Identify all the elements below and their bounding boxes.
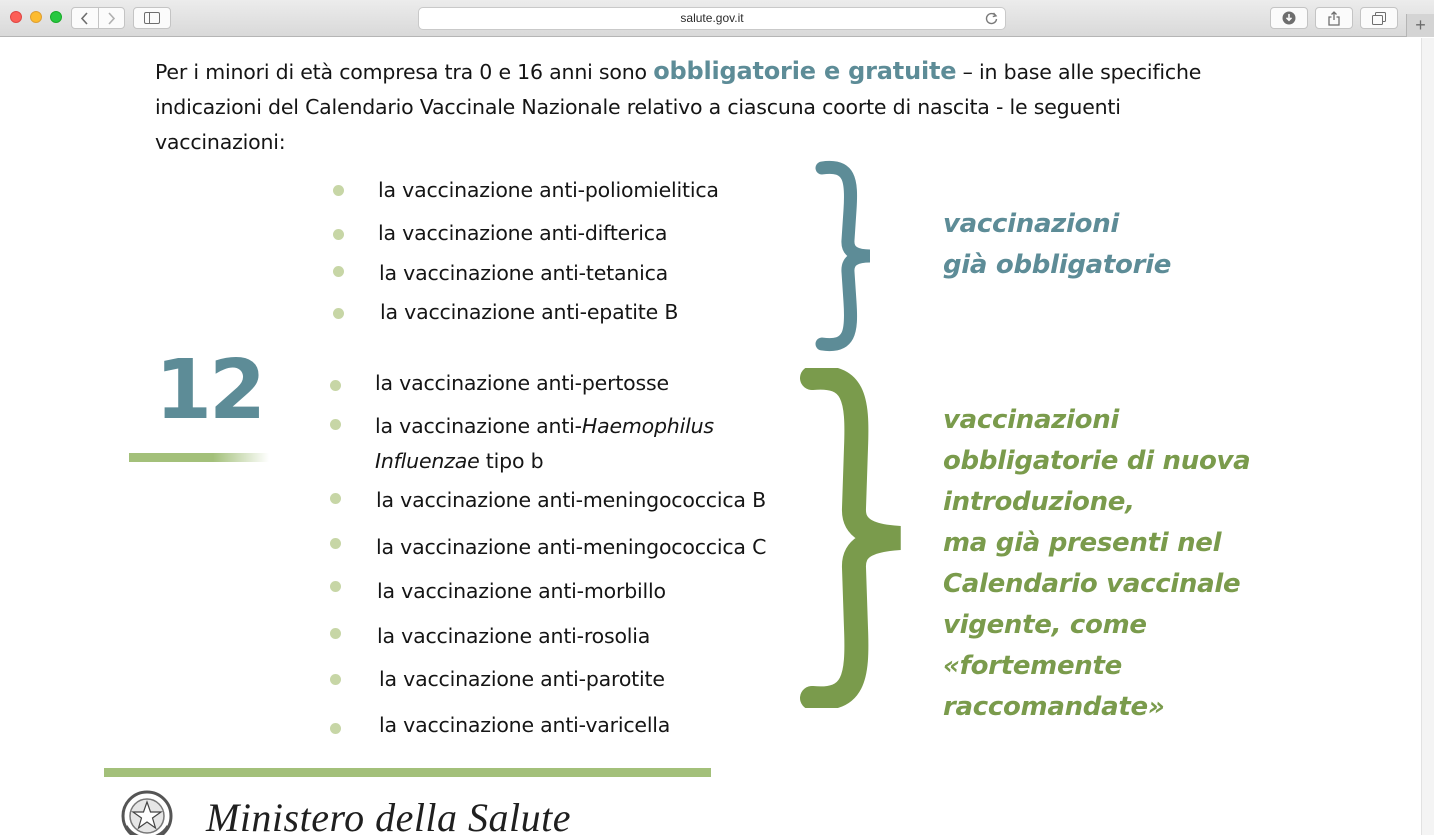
list-item: la vaccinazione anti-parotite [379,667,665,691]
bullet-icon [330,723,341,734]
address-url: salute.gov.it [680,11,744,25]
new-label-line: introduzione, [943,487,1135,517]
new-label-line: «fortemente [943,651,1122,681]
haemophilus-species: Influenzae [375,449,480,473]
bullet-icon [333,266,344,277]
intro-text-before: Per i minori di età compresa tra 0 e 16 anni sono [155,60,654,84]
page-content [0,38,1421,835]
haemophilus-prefix: la vaccinazione anti- [375,414,582,438]
new-label-line: obbligatorie di nuova [943,446,1251,476]
bullet-icon [333,308,344,319]
new-label-line: vaccinazioni [943,405,1120,435]
reload-icon[interactable] [984,11,999,26]
vaccination-list [0,38,860,798]
ministry-logotype: Ministero della Salute [206,795,572,835]
new-label-line: raccomandate» [943,692,1165,722]
brace-new-icon [796,368,916,708]
list-item-haemophilus-line2 [375,444,543,479]
share-icon [1328,11,1340,26]
existing-label-line: già obbligatorie [943,250,1172,280]
downloads-button[interactable] [1270,7,1308,29]
intro-highlight: obbligatorie e gratuite [653,57,957,85]
brace-existing-icon [810,160,880,352]
back-button[interactable] [72,8,98,28]
zoom-window-button[interactable] [50,11,62,23]
sidebar-icon [144,12,160,24]
history-nav [71,7,125,29]
list-item: la vaccinazione anti-epatite B [380,300,679,324]
list-item: la vaccinazione anti-morbillo [377,579,666,603]
existing-group-label [943,204,1171,286]
bullet-icon [330,380,341,391]
bullet-icon [330,493,341,504]
bullet-icon [330,538,341,549]
scrollbar-track[interactable] [1421,38,1434,835]
haemophilus-suffix: tipo b [479,449,544,473]
bullet-icon [333,229,344,240]
list-item: la vaccinazione anti-meningococcica C [376,535,767,559]
browser-toolbar [0,0,1434,37]
bullet-icon [330,581,341,592]
minimize-window-button[interactable] [30,11,42,23]
new-tab-button[interactable] [1406,14,1434,37]
intro-text-after: – in base alle specifiche indicazioni del Calendario Vaccinale Nazionale relativo a ciascuna coorte di nascita - le seguenti vaccinazioni: [155,60,1202,154]
list-item: la vaccinazione anti-meningococcica B [376,488,766,512]
italian-republic-emblem-icon [118,786,176,835]
new-group-label [943,400,1250,728]
list-item: la vaccinazione anti-poliomielitica [378,178,719,202]
list-item: la vaccinazione anti-pertosse [375,371,669,395]
download-icon [1282,11,1296,25]
bullet-icon [330,674,341,685]
list-item-haemophilus-line1 [375,409,714,444]
haemophilus-genus: Haemophilus [581,414,714,438]
new-label-line: Calendario vaccinale [943,569,1241,599]
bullet-icon [330,419,341,430]
list-item: la vaccinazione anti-rosolia [377,624,651,648]
address-bar[interactable] [418,7,1006,30]
close-window-button[interactable] [10,11,22,23]
tabs-overview-icon [1372,12,1386,25]
show-tabs-button[interactable] [1360,7,1398,29]
list-item: la vaccinazione anti-tetanica [379,261,669,285]
sidebar-toggle-button[interactable] [133,7,171,29]
new-label-line: ma già presenti nel [943,528,1222,558]
chevron-right-icon [107,12,116,25]
list-item: la vaccinazione anti-difterica [378,221,668,245]
bullet-icon [333,185,344,196]
share-button[interactable] [1315,7,1353,29]
existing-label-line: vaccinazioni [943,209,1120,239]
vaccine-count: 12 [155,343,264,438]
chevron-left-icon [80,12,89,25]
count-underline [129,453,269,462]
list-item: la vaccinazione anti-varicella [379,713,671,737]
plus-icon: + [1415,15,1426,35]
forward-button[interactable] [98,8,124,28]
bullet-icon [330,628,341,639]
footer-divider [104,768,711,777]
new-label-line: vigente, come [943,610,1147,640]
